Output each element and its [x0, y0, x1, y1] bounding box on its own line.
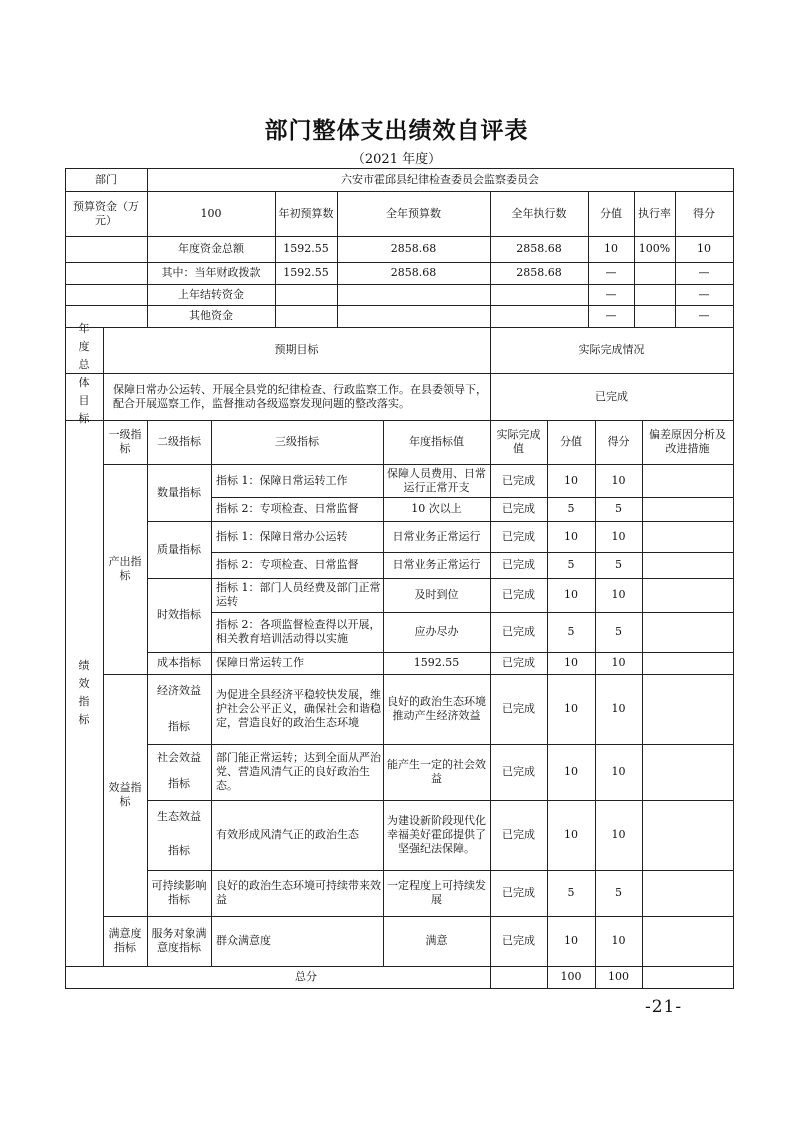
perf-row-target: 日常业务正常运行: [392, 558, 481, 571]
perf-row-got: 5: [615, 502, 622, 515]
page-number: -21-: [645, 997, 683, 1017]
perf-row-score: 10: [564, 656, 578, 669]
budget-row-initial: [275, 284, 337, 305]
budget-row-name: 上年结转资金: [178, 287, 244, 301]
hdr-l3: 三级指标: [275, 435, 319, 448]
perf-row-score: 10: [564, 702, 578, 715]
perf-row-score: 10: [564, 588, 578, 601]
budget-row-full: [337, 305, 490, 327]
perf-row-actual: 已完成: [502, 934, 535, 947]
col-got: 得分: [693, 206, 715, 220]
col-exec-rate: 执行率: [638, 206, 671, 220]
perf-row-score: 5: [567, 886, 575, 899]
col-score: 分值: [600, 206, 622, 220]
perf-row-got: 10: [611, 588, 626, 601]
perf-row-actual: 已完成: [502, 656, 535, 669]
perf-row-actual: 已完成: [502, 502, 535, 515]
perf-row-score: 10: [564, 473, 578, 487]
budget-row-full: 2858.68: [390, 242, 437, 255]
perf-row-target: 应办尽办: [414, 625, 459, 638]
hdr-l2: 二级指标: [157, 435, 201, 448]
budget-row-rate: [634, 305, 675, 327]
l2-econ-b: 指标: [168, 720, 190, 733]
l2-quantity: 数量指标: [157, 485, 201, 499]
perf-row-actual: 已完成: [502, 588, 535, 601]
budget-row-rate: 100%: [638, 242, 671, 255]
budget-row-name: 其他资金: [189, 309, 233, 322]
dept-label: 部门: [95, 172, 117, 186]
perf-row-target: 一定程度上可持续发展: [387, 879, 486, 906]
budget-row-score: —: [605, 266, 617, 279]
perf-row-got: 10: [611, 656, 626, 669]
perf-row-l3: 指标 1：保障日常办公运转: [216, 529, 348, 543]
perf-row-target: 10 次以上: [411, 502, 462, 515]
hdr-reason: 偏差原因分析及改进措施: [649, 428, 726, 455]
perf-label: 绩效指标: [78, 659, 90, 726]
l2-econ-a: 经济效益: [157, 684, 201, 697]
l1-output: 产出指标: [108, 555, 142, 582]
l1-satisfaction: 满意度指标: [108, 927, 142, 954]
perf-row-got: 10: [611, 702, 626, 715]
perf-row-score: 10: [564, 529, 578, 543]
l2-social-b: 指标: [168, 777, 190, 790]
total-got: 100: [608, 970, 629, 983]
budget-row-initial: 1592.55: [283, 266, 329, 279]
perf-row-l3: 指标 2：各项监督检查得以开展，相关教育培训活动得以实施: [216, 618, 381, 645]
perf-row-score: 5: [567, 502, 575, 515]
perf-row-actual: 已完成: [502, 529, 535, 543]
perf-row-actual: 已完成: [502, 828, 535, 841]
budget-row-exec: [490, 305, 588, 327]
perf-row-l3: 指标 2：专项检查、日常监督: [216, 502, 359, 515]
l2-quality: 质量指标: [157, 542, 201, 556]
budget-row-got: —: [698, 266, 710, 279]
l2-service: 服务对象满意度指标: [151, 927, 207, 954]
budget-row-full: 2858.68: [390, 266, 437, 279]
budget-row-score: —: [605, 287, 617, 301]
l2-eco-a: 生态效益: [157, 810, 201, 823]
perf-row-actual: 已完成: [502, 473, 535, 487]
l2-sustain: 可持续影响指标: [151, 879, 207, 906]
budget-row-exec: [490, 284, 588, 305]
perf-row-l3: 为促进全县经济平稳较快发展，维护社会公平正义，确保社会和谐稳定，营造良好的政治生态环境: [216, 688, 381, 729]
l2-cost: 成本指标: [157, 656, 201, 669]
l1-benefit: 效益指标: [108, 781, 142, 808]
table-rule: [642, 420, 643, 989]
perf-row-got: 5: [615, 558, 622, 571]
perf-row-target: 良好的政治生态环境推动产生经济效益: [387, 695, 486, 722]
total-score: 100: [560, 970, 582, 983]
budget-row-got: 10: [697, 242, 711, 255]
perf-row-score: 5: [567, 558, 575, 571]
perf-row-l3: 有效形成风清气正的政治生态: [216, 828, 359, 841]
budget-row-rate: [634, 262, 675, 284]
l2-timeliness: 时效指标: [157, 608, 201, 621]
budget-row-exec: 2858.68: [516, 242, 562, 255]
hdr-score: 分值: [560, 435, 582, 448]
perf-row-score: 10: [564, 828, 578, 841]
budget-row-name: 年度资金总额: [178, 242, 244, 255]
perf-row-actual: 已完成: [502, 625, 535, 638]
col-full-budget: 全年预算数: [386, 206, 441, 220]
perf-row-got: 10: [611, 765, 626, 778]
perf-row-got: 5: [615, 625, 622, 638]
budget-row-rate: [634, 284, 675, 305]
l2-eco-b: 指标: [168, 844, 190, 857]
perf-row-l3: 群众满意度: [216, 934, 271, 947]
perf-row-l3: 指标 1：部门人员经费及部门正常运转: [216, 581, 381, 608]
perf-row-l3: 保障日常运转工作: [216, 656, 304, 669]
perf-row-target: 1592.55: [413, 656, 460, 669]
perf-row-got: 10: [611, 529, 626, 543]
perf-row-got: 10: [611, 473, 626, 487]
perf-row-target: 能产生一定的社会效益: [387, 758, 486, 785]
perf-row-score: 5: [567, 625, 575, 638]
perf-row-score: 10: [564, 765, 578, 778]
budget-row-full: [337, 284, 490, 305]
perf-row-target: 保障人员费用、日常运行正常开支: [387, 466, 486, 494]
hdr-actual: 实际完成值: [496, 428, 541, 455]
perf-row-actual: 已完成: [502, 765, 535, 778]
perf-row-target: 为建设新阶段现代化幸福美好霍邱提供了坚强纪法保障。: [387, 814, 486, 855]
perf-row-l3: 良好的政治生态环境可持续带来效益: [216, 879, 381, 906]
perf-row-score: 10: [564, 934, 578, 947]
perf-row-actual: 已完成: [502, 886, 535, 899]
budget-row-got: —: [698, 309, 710, 322]
perf-row-actual: 已完成: [502, 558, 535, 571]
page-subtitle: （2021 年度）: [351, 152, 442, 167]
perf-row-actual: 已完成: [502, 702, 535, 715]
hdr-target: 年度指标值: [409, 435, 464, 448]
perf-row-l3: 指标 1：保障日常运转工作: [216, 473, 348, 487]
page-title: 部门整体支出绩效自评表: [264, 117, 529, 144]
goal-actual-header: 实际完成情况: [578, 343, 645, 356]
budget-row-exec: 2858.68: [516, 266, 562, 279]
budget-row-score: —: [605, 309, 617, 322]
goal-label: 年度总体目标: [78, 321, 90, 425]
budget-row-initial: 1592.55: [283, 242, 329, 255]
perf-row-target: 日常业务正常运行: [392, 529, 481, 543]
budget-row-name: 其中：当年财政拨款: [161, 266, 261, 279]
table-rule: [65, 988, 734, 989]
perf-row-got: 10: [611, 934, 626, 947]
budget-amount: 100: [200, 206, 222, 220]
hdr-got: 得分: [607, 435, 630, 448]
budget-label: 预算资金（万元）: [73, 199, 139, 227]
l2-social-a: 社会效益: [157, 751, 201, 764]
dept-value: 六安市霍邱县纪律检查委员会监察委员会: [341, 172, 539, 186]
budget-row-initial: [275, 305, 337, 327]
goal-expected-header: 预期目标: [274, 343, 319, 356]
goal-actual-text: 已完成: [595, 389, 628, 403]
perf-row-got: 10: [611, 828, 626, 841]
perf-row-got: 5: [615, 886, 622, 899]
perf-row-l3: 部门能正常运转；达到全面从严治党、营造风清气正的良好政治生态。: [216, 751, 381, 792]
perf-row-l3: 指标 2：专项检查、日常监督: [216, 558, 359, 571]
perf-row-target: 满意: [425, 934, 448, 947]
col-initial-budget: 年初预算数: [278, 206, 334, 220]
col-exec-amount: 全年执行数: [511, 206, 567, 220]
hdr-l1: 一级指标: [108, 428, 142, 455]
budget-row-score: 10: [604, 242, 618, 255]
budget-row-got: —: [698, 287, 710, 301]
total-label: 总分: [295, 970, 317, 983]
goal-expected-text: 保障日常办公运转、开展全县党的纪律检查、行政监察工作。在县委领导下，配合开展巡察工作，监督推动各级巡察发现问题的整改落实。: [113, 382, 487, 410]
perf-row-target: 及时到位: [414, 588, 459, 601]
